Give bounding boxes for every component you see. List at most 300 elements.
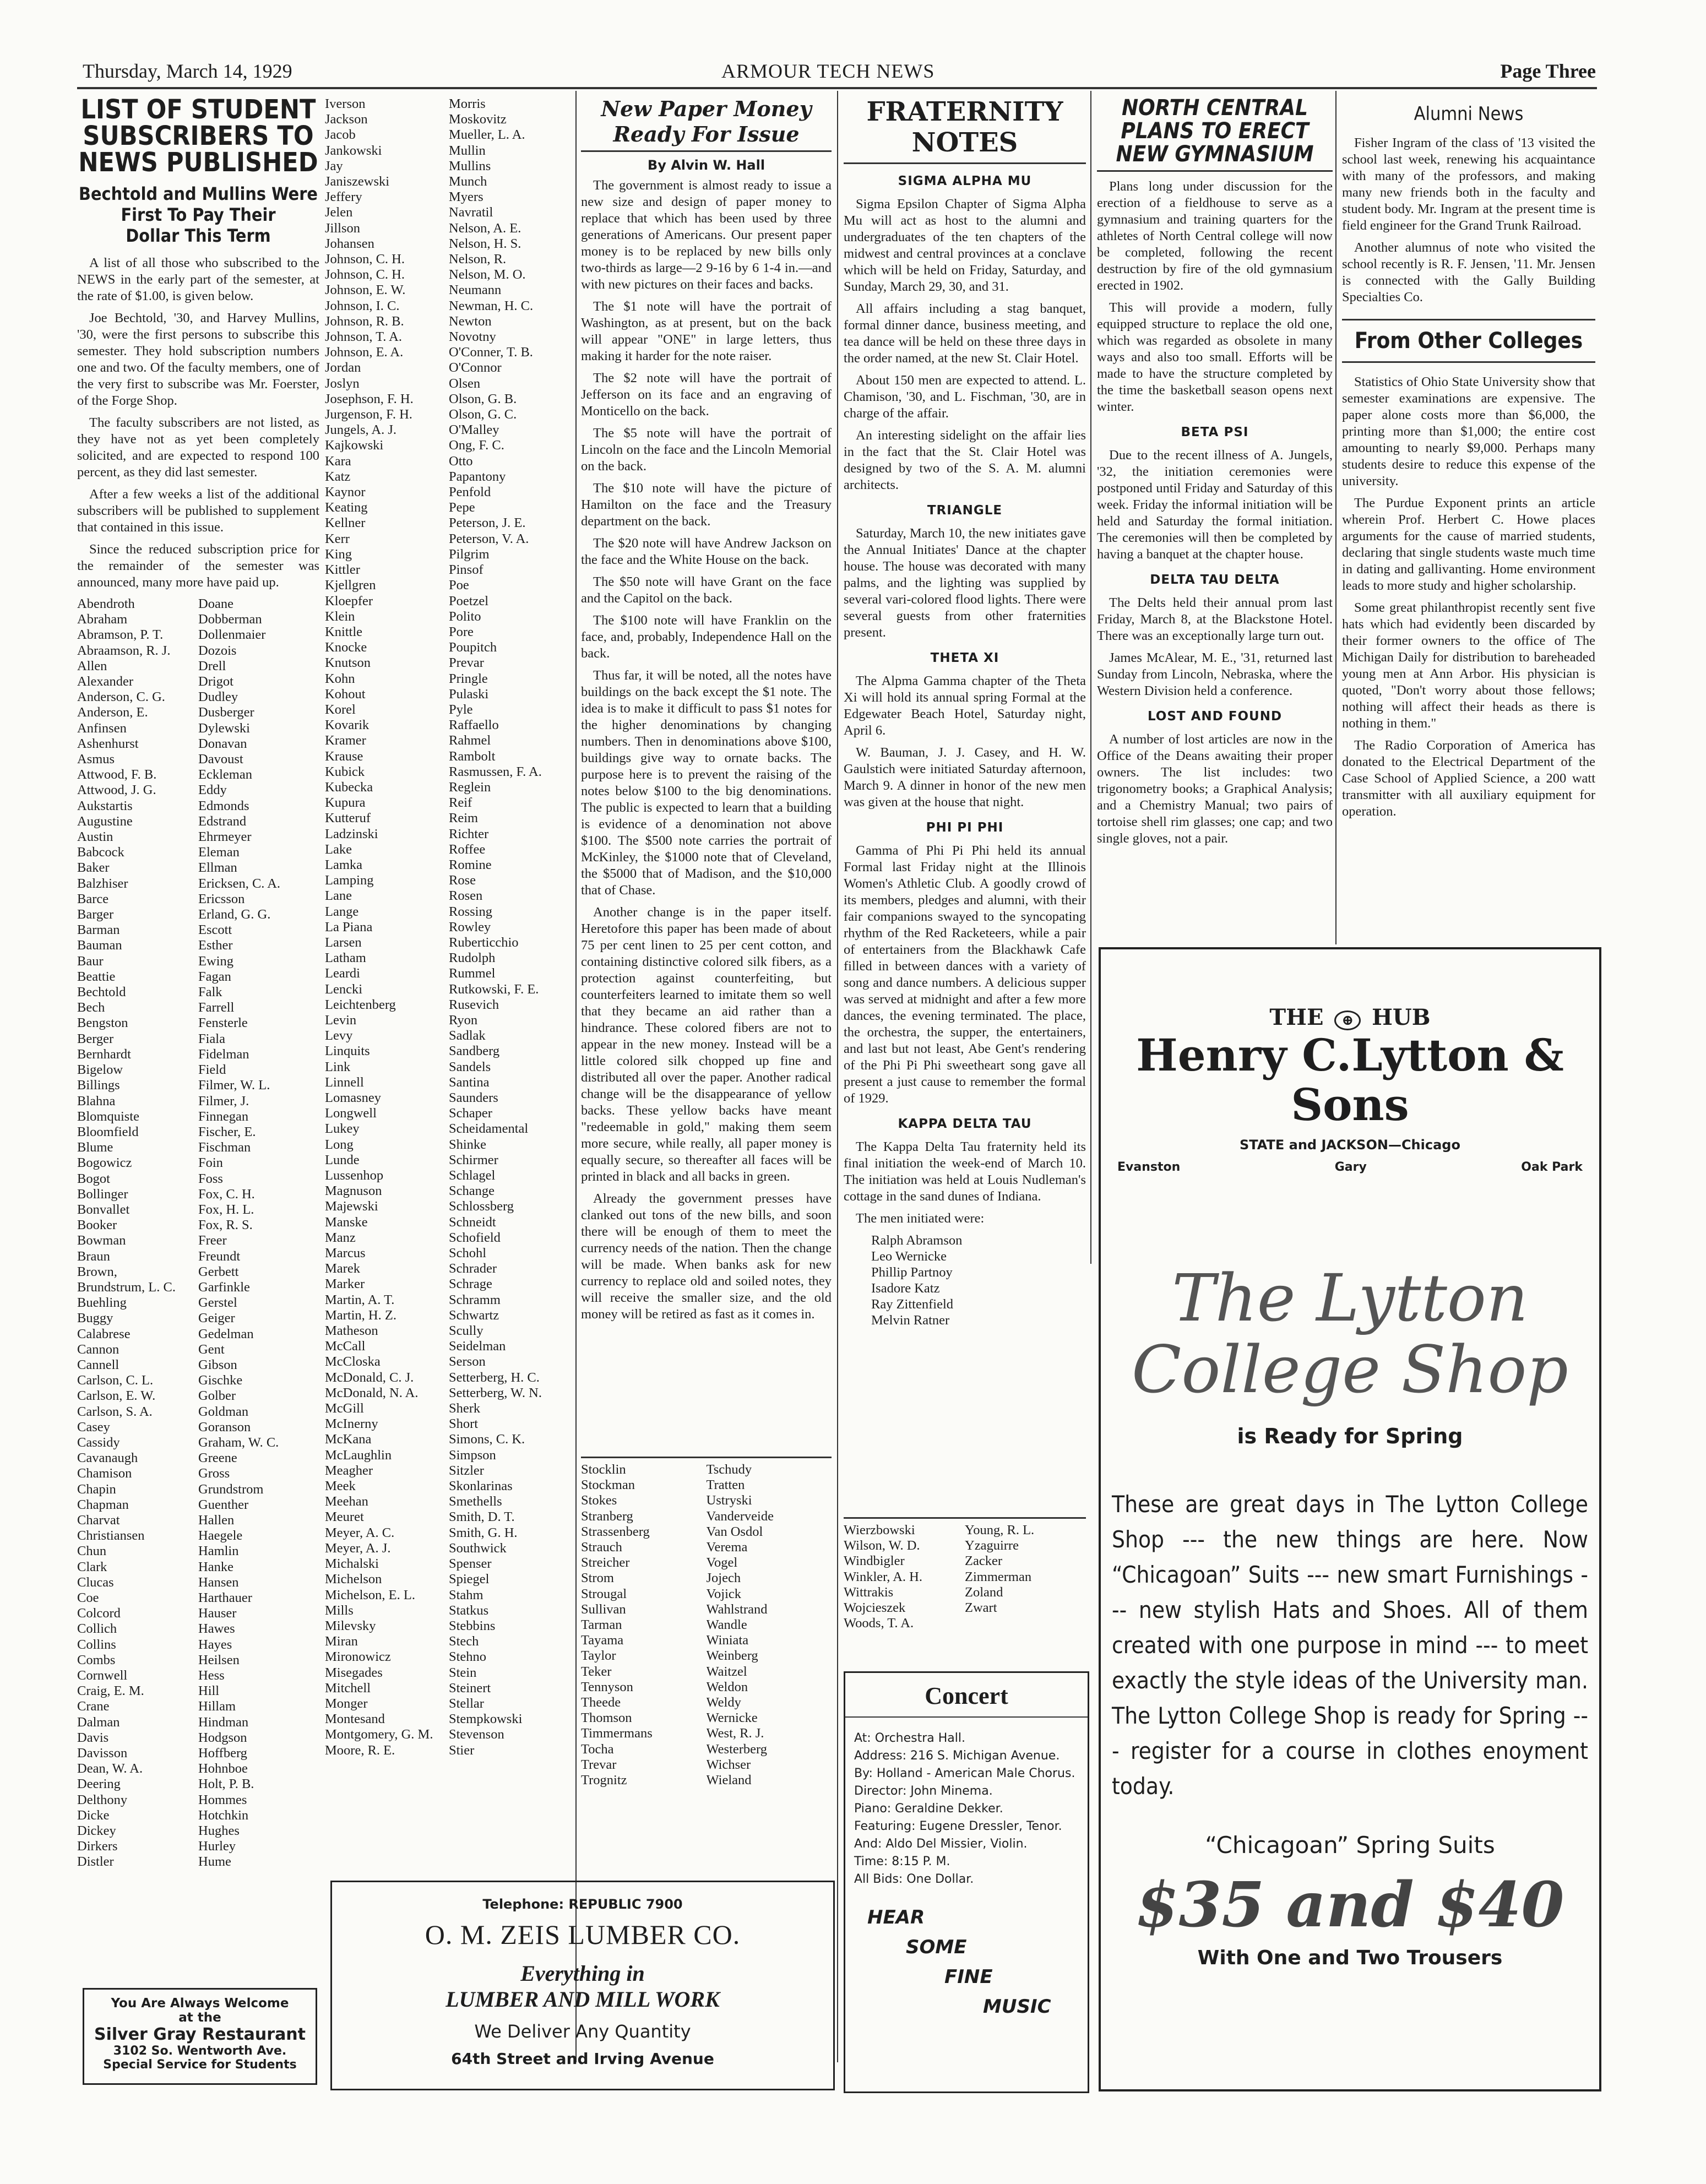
subscriber-name: Poupitch bbox=[449, 640, 497, 655]
subscriber-name: Cannell bbox=[77, 1357, 119, 1372]
subscriber-name: Simpson bbox=[449, 1447, 496, 1463]
frat-section-phipiphi: PHI PI PHI Gamma of Phi Pi Phi held its annual Formal last Friday night at the Illinois Women's Athletic Club. A goodly crowd of its members, pledges and alumni, with their fair companions swayed to the syncopating rhythm of the Red Racketeers, while a pair of entertainers from the Blackhawk Cafe filled in between dances with a variety of song and dance numbers. A delicious supper was served at midnight and after a few more dances, the evening terminated. The place, the orchestra, the supper, the entertainers, and last but not least, Abe Gent's rendering of the Phi Pi Phi sweetheart song gave all present a just cause to remember the formal of 1929. bbox=[844, 821, 1086, 1106]
subscriber-name: Kellner bbox=[325, 515, 366, 531]
subscriber-name: Dalman bbox=[77, 1714, 120, 1730]
subscriber-name: O'Conner, T. B. bbox=[449, 345, 533, 360]
subscriber-name: Geiger bbox=[198, 1311, 235, 1326]
lytton-name: Henry C.Lytton & Sons bbox=[1136, 1029, 1564, 1131]
subscriber-name: Manz bbox=[325, 1230, 356, 1245]
subscriber-name: Hallen bbox=[198, 1512, 235, 1528]
silver-gray-ad: You Are Always Welcome at the Silver Gray Restaurant 3102 So. Wentworth Ave. Special Service for Students bbox=[83, 1988, 317, 2085]
subscriber-name: Morris bbox=[449, 96, 486, 111]
subscriber-name: Hurley bbox=[198, 1839, 236, 1854]
subscriber-name: Serson bbox=[449, 1354, 486, 1370]
subscriber-name: Stokes bbox=[581, 1493, 617, 1508]
subscriber-name: Simons, C. K. bbox=[449, 1432, 525, 1447]
subscriber-name: Mironowicz bbox=[325, 1649, 391, 1665]
subscriber-name: Babcock bbox=[77, 845, 124, 860]
subscriber-name: McGill bbox=[325, 1401, 364, 1416]
subscriber-name: Thomson bbox=[581, 1710, 632, 1726]
subscriber-name: Stahm bbox=[449, 1587, 483, 1602]
subscriber-name: Kara bbox=[325, 453, 351, 469]
subscriber-name: Baur bbox=[77, 953, 104, 969]
subscriber-name: Fidelman bbox=[198, 1046, 249, 1062]
subscriber-name: Kerr bbox=[325, 531, 350, 546]
subscriber-name: Charvat bbox=[77, 1512, 120, 1528]
subscriber-name: Dollenmaier bbox=[198, 627, 266, 643]
subscriber-name: Hughes bbox=[198, 1823, 240, 1839]
subscriber-name: Rusevich bbox=[449, 997, 499, 1012]
subscriber-name: Lane bbox=[325, 888, 352, 904]
subscriber-name: Freundt bbox=[198, 1248, 241, 1264]
column-rule bbox=[1090, 91, 1091, 1264]
subscriber-name: Meek bbox=[325, 1479, 356, 1494]
subscriber-name: Jillson bbox=[325, 220, 360, 236]
subscriber-name: Theede bbox=[581, 1695, 621, 1710]
subscribers-headline: LIST OF STUDENT SUBSCRIBERS TO NEWS PUBLISHED bbox=[78, 96, 318, 178]
subscriber-name: Allen bbox=[77, 658, 107, 673]
subscriber-name: Poetzel bbox=[449, 593, 489, 609]
subscriber-name: Davisson bbox=[77, 1746, 128, 1761]
subscriber-name: Jackson bbox=[325, 112, 368, 127]
subscriber-name: Kohout bbox=[325, 686, 366, 702]
subscriber-name: Mitchell bbox=[325, 1680, 371, 1696]
subscriber-name: Trevar bbox=[581, 1757, 617, 1772]
subscriber-name: Schohl bbox=[449, 1246, 487, 1261]
subscriber-name: Meuret bbox=[325, 1509, 364, 1525]
subscriber-name: Drell bbox=[198, 658, 226, 673]
subscriber-name: Tarman bbox=[581, 1617, 622, 1633]
subscriber-name: McDonald, C. J. bbox=[325, 1370, 414, 1385]
subscriber-name: Gischke bbox=[198, 1373, 243, 1388]
subscriber-name: Falk bbox=[198, 985, 222, 1000]
subscriber-name: Barce bbox=[77, 891, 109, 906]
subscriber-name: Keating bbox=[325, 500, 368, 515]
subscriber-name: Aukstartis bbox=[77, 798, 133, 813]
subscriber-name: Strom bbox=[581, 1571, 614, 1586]
subscriber-name: Misegades bbox=[325, 1665, 383, 1680]
subscriber-names-continued bbox=[581, 1462, 832, 1848]
lytton-hub-line: THE ⊕ HUB bbox=[1269, 1004, 1431, 1030]
subscriber-name: Anfinsen bbox=[77, 720, 127, 736]
subscriber-name: Baker bbox=[77, 860, 110, 876]
subscriber-name: Jungels, A. J. bbox=[325, 422, 397, 438]
subscriber-name: Lomasney bbox=[325, 1090, 382, 1105]
frat-section-theta: THETA XI The Alpma Gamma chapter of the Theta Xi will hold its annual spring Formal at the Edgewater Beach Hotel, Saturday night, April 6. W. Bauman, J. J. Casey, and H. W. Gaulstich were initiated Saturday afternoon, March 9. A dinner in honor of the new men was given at the house that night. bbox=[844, 651, 1086, 810]
subscriber-name: Schange bbox=[449, 1183, 495, 1199]
subscriber-name bbox=[965, 1616, 1086, 1631]
subscriber-name: Wandle bbox=[706, 1617, 747, 1633]
subscriber-name: Josephson, F. H. bbox=[325, 391, 414, 406]
subscriber-name: Stier bbox=[449, 1742, 475, 1758]
subscriber-name: Zimmerman bbox=[965, 1569, 1032, 1584]
masthead-rule bbox=[77, 87, 1597, 89]
subscriber-name: Jojech bbox=[706, 1571, 741, 1586]
subscriber-name: Haegele bbox=[198, 1528, 243, 1544]
subscriber-name: O'Connor bbox=[449, 360, 502, 376]
subscriber-name: Marcus bbox=[325, 1246, 366, 1261]
subscriber-name: Lange bbox=[325, 904, 359, 919]
subscriber-name: Smith, G. H. bbox=[449, 1525, 518, 1540]
subscriber-name: Scheidamental bbox=[449, 1121, 529, 1137]
subscriber-name: Moskovitz bbox=[449, 112, 507, 127]
subscriber-name: Hess bbox=[198, 1668, 225, 1683]
subscriber-name: Marek bbox=[325, 1261, 360, 1276]
subscriber-name: Dicke bbox=[77, 1807, 110, 1823]
subscriber-name-list bbox=[77, 596, 319, 1870]
subscriber-name: Mueller, L. A. bbox=[449, 127, 525, 143]
subscriber-name: Joslyn bbox=[325, 376, 360, 391]
subscriber-name: Magnuson bbox=[325, 1183, 382, 1199]
subscriber-name: Tocha bbox=[581, 1741, 614, 1757]
subscriber-name: Stockman bbox=[581, 1477, 635, 1493]
subscriber-name: Vanderveide bbox=[706, 1508, 774, 1524]
subscriber-name: Abraham bbox=[77, 612, 128, 627]
subscriber-name: Matheson bbox=[325, 1323, 378, 1339]
subscriber-name: Blomquiste bbox=[77, 1109, 139, 1124]
subscriber-name: Weldy bbox=[706, 1695, 741, 1710]
subscriber-name: Donavan bbox=[198, 736, 247, 751]
frat-section-sigma: SIGMA ALPHA MU Sigma Epsilon Chapter of Sigma Alpha Mu will act as host to the alumni and undergraduates of the ten chapters of the midwest and central provinces at a conclave which will be held on Friday, Saturday, and Sunday, March 29, 30, and 31. All affairs including a stag banquet, formal dinner dance, business meeting, and tea dance will be held on these three days in the order named, at the new St. Clair Hotel. About 150 men are expected to attend. L. Chamison, '30, and L. Fischman, '30, are in charge of the affair. An interesting sidelight on the affair lies in the fact that the St. Clair Hotel was designed by two of the S. A. M. alumni architects. bbox=[844, 174, 1086, 492]
subscriber-name: Dudley bbox=[198, 689, 238, 705]
frat-section-triangle: TRIANGLE Saturday, March 10, the new initiates gave the Annual Initiates' Dance at the chapter house. The house was decorated with many palms, and the lighting was supplied by several vari-colored flood lights. There were several guests from other fraternities present. bbox=[844, 503, 1086, 640]
subscriber-name: Foin bbox=[198, 1155, 223, 1171]
subscriber-name: Short bbox=[449, 1416, 479, 1432]
subscriber-name: Wojcieszek bbox=[844, 1600, 906, 1616]
subscriber-name: Erland, G. G. bbox=[198, 907, 271, 922]
subscriber-name: Freer bbox=[198, 1233, 227, 1248]
subscriber-name: Schlagel bbox=[449, 1168, 496, 1183]
subscriber-name: Tschudy bbox=[706, 1462, 752, 1477]
subscriber-name: Novotny bbox=[449, 329, 496, 345]
subscriber-name: Smith, D. T. bbox=[449, 1509, 515, 1525]
subscriber-name: Hill bbox=[198, 1683, 220, 1699]
subscriber-name: Clark bbox=[77, 1559, 107, 1574]
subscriber-name: Gerstel bbox=[198, 1295, 237, 1311]
subscriber-name: Taylor bbox=[581, 1648, 616, 1664]
subscriber-name: Abendroth bbox=[77, 596, 135, 611]
subscriber-name: Dickey bbox=[77, 1823, 116, 1839]
subscriber-name: Hayes bbox=[198, 1637, 232, 1652]
subscriber-name: Raffaello bbox=[449, 718, 499, 733]
subscriber-name: Ewing bbox=[198, 953, 233, 969]
column-rule bbox=[837, 91, 838, 2062]
subscriber-name: Moore, R. E. bbox=[325, 1742, 395, 1758]
subscriber-name: Knittle bbox=[325, 624, 363, 639]
money-headline: New Paper Money Ready For Issue bbox=[581, 96, 832, 152]
subscriber-name: Delthony bbox=[77, 1792, 128, 1807]
subscriber-name: Sandberg bbox=[449, 1044, 500, 1059]
subscriber-name: Stehno bbox=[449, 1649, 487, 1665]
subscriber-name: Hindman bbox=[198, 1714, 249, 1730]
initiates-list: Ralph Abramson Leo Wernicke Phillip Partnoy Isadore Katz Ray Zittenfield Melvin Ratner bbox=[871, 1233, 963, 1328]
subscriber-name: Calabrese bbox=[77, 1326, 131, 1341]
subscriber-name: Stocklin bbox=[581, 1462, 626, 1477]
subscriber-name: Tayama bbox=[581, 1633, 624, 1648]
subscriber-name: Pilgrim bbox=[449, 546, 490, 562]
subscriber-name: Myers bbox=[449, 189, 483, 205]
subscriber-name: Sullivan bbox=[581, 1601, 626, 1617]
subscriber-name: Stein bbox=[449, 1665, 477, 1680]
subscriber-name: Goranson bbox=[198, 1419, 251, 1435]
subscriber-name: Wahlstrand bbox=[706, 1601, 768, 1617]
subscriber-name: Janiszewski bbox=[325, 174, 390, 189]
subscriber-name: Monger bbox=[325, 1696, 368, 1711]
subscriber-name: Peterson, J. E. bbox=[449, 515, 526, 531]
divider bbox=[844, 1517, 1086, 1519]
divider bbox=[581, 1457, 832, 1458]
subscriber-name: Lussenhop bbox=[325, 1168, 384, 1183]
subscriber-name: Beattie bbox=[77, 969, 116, 984]
subscriber-name: Austin bbox=[77, 829, 113, 845]
subscriber-name: Vogel bbox=[706, 1555, 738, 1571]
subscriber-name-list bbox=[844, 1523, 1086, 1631]
gymnasium-article: NORTH CENTRAL PLANS TO ERECT NEW GYMNASIUM Plans long under discussion for the erection of a fieldhouse to serve as a gymnasium and training quarters for the athletes of North Central college will now be completed, following the recent destruction by fire of the old gymnasium erected in 1902. This will provide a modern, fully equipped structure to replace the old one, which was regarded as obsolete in many ways and also too small. Efforts will be made to have the structure completed by the time the basketball season opens next winter. BETA PSI Due to the recent illness of A. Jungels, '32, the initiation ceremonies were postponed until Friday and Saturday of this week. Friday the informal initiation will be held and Saturday the formal initiation. The ceremonies will then be completed by having a banquet at the chapter house. DELTA TAU DELTA The Delts held their annual prom last Friday, March 8, at the Blackstone Hotel. There was an exceptionally large turn out. James McAlear, M. E., '31, returned last Sunday from Lincoln, Nebraska, where the Western Division held a conference. LOST AND FOUND A number of lost articles are now in the Office of the Deans awaiting their proper owners. The list includes: two trigonometry books; a Graphical Analysis; and a Chemistry Manual; two pairs of tortoise shell rim glasses; one cap; and two single gloves, not a pair. bbox=[1097, 96, 1333, 846]
subscriber-name: Smethells bbox=[449, 1494, 502, 1509]
subscriber-name: Balzhiser bbox=[77, 876, 128, 891]
subscriber-name: Hauser bbox=[198, 1606, 237, 1621]
subscriber-name: Schrage bbox=[449, 1276, 492, 1292]
concert-slogan: HEAR SOME FINE MUSIC bbox=[867, 1906, 1051, 2018]
subscriber-name: Craig, E. M. bbox=[77, 1683, 144, 1699]
subscriber-name: Leardi bbox=[325, 966, 360, 981]
subscriber-names-end bbox=[844, 1523, 1086, 1649]
subscriber-name: Romine bbox=[449, 857, 492, 872]
subscriber-name: Heilsen bbox=[198, 1652, 240, 1667]
subscriber-name: Goldman bbox=[198, 1404, 249, 1419]
lytton-branches: Evanston Gary Oak Park bbox=[1117, 1160, 1583, 1174]
subscriber-name: Fox, H. L. bbox=[198, 1202, 254, 1217]
subscriber-name: Pinsof bbox=[449, 562, 483, 578]
subscriber-name: Barger bbox=[77, 907, 114, 922]
subscriber-name: Wittrakis bbox=[844, 1584, 894, 1600]
subscriber-name: Gross bbox=[198, 1466, 230, 1481]
subscriber-name: Krause bbox=[325, 748, 363, 764]
subscriber-name: Eckleman bbox=[198, 767, 252, 783]
subscriber-name: Hanke bbox=[198, 1559, 233, 1574]
subscriber-name: Strassenberg bbox=[581, 1524, 650, 1539]
paragraph: After a few weeks a list of the additional subscribers will be published to supplement that contained in this issue. bbox=[77, 487, 319, 535]
subscriber-name: Meagher bbox=[325, 1463, 373, 1478]
subscriber-name: Colcord bbox=[77, 1606, 121, 1621]
subscriber-name: Bowman bbox=[77, 1233, 126, 1248]
subscriber-name: Woods, T. A. bbox=[844, 1616, 914, 1631]
subscriber-name: Esther bbox=[198, 938, 233, 953]
subscriber-name: King bbox=[325, 546, 352, 562]
subscriber-name: Carlson, E. W. bbox=[77, 1388, 156, 1404]
subscriber-name: Bernhardt bbox=[77, 1046, 131, 1062]
subscriber-name: Davis bbox=[77, 1730, 109, 1745]
subscriber-name: Chun bbox=[77, 1544, 107, 1559]
subscriber-name: Jay bbox=[325, 158, 343, 173]
subscriber-name: Young, R. L. bbox=[965, 1523, 1035, 1538]
subscriber-name: Schofield bbox=[449, 1230, 501, 1245]
subscriber-name: Ong, F. C. bbox=[449, 438, 504, 453]
subscriber-name: Wilson, W. D. bbox=[844, 1538, 920, 1553]
subscriber-name: Doane bbox=[198, 596, 233, 611]
subscriber-name: Nelson, H. S. bbox=[449, 236, 521, 251]
subscriber-name: Navratil bbox=[449, 205, 493, 220]
subscriber-name: Hohnboe bbox=[198, 1761, 248, 1776]
subscriber-name: Papantony bbox=[449, 469, 506, 484]
subscriber-name: Harthauer bbox=[198, 1590, 252, 1605]
subscriber-name: Michelson bbox=[325, 1572, 382, 1587]
subscriber-name: Clucas bbox=[77, 1574, 114, 1590]
subscriber-name-list bbox=[581, 1462, 832, 1788]
subscriber-name: McLaughlin bbox=[325, 1447, 392, 1463]
subscriber-name: Stebbins bbox=[449, 1618, 496, 1633]
subscriber-name: Knutson bbox=[325, 655, 371, 671]
subscriber-name: McCloska bbox=[325, 1354, 381, 1370]
subscriber-name: Hoffberg bbox=[198, 1746, 247, 1761]
subscriber-name: Wichser bbox=[706, 1757, 751, 1772]
subscriber-name: Blahna bbox=[77, 1093, 116, 1109]
subscriber-name: Michelson, E. L. bbox=[325, 1587, 415, 1602]
subscriber-name: Dozois bbox=[198, 643, 237, 658]
subscriber-name: Combs bbox=[77, 1652, 116, 1667]
subscriber-name: Escott bbox=[198, 922, 232, 938]
subscriber-name: Hodgson bbox=[198, 1730, 247, 1745]
subscriber-name: Zoland bbox=[965, 1584, 1003, 1600]
subscriber-name: Attwood, F. B. bbox=[77, 767, 157, 783]
subscriber-name: Pulaski bbox=[449, 686, 489, 702]
subscriber-name: Yzaguirre bbox=[965, 1538, 1019, 1553]
subscriber-name: Chapin bbox=[77, 1481, 116, 1497]
subscriber-name: Weldon bbox=[706, 1679, 748, 1694]
subscriber-name: Hillam bbox=[198, 1699, 236, 1714]
subscriber-name: Bigelow bbox=[77, 1062, 123, 1078]
subscriber-name: Berger bbox=[77, 1031, 114, 1046]
subscriber-name: Lunde bbox=[325, 1152, 360, 1167]
subscriber-name: Abramson, P. T. bbox=[77, 627, 164, 643]
subscriber-name: Stempkowski bbox=[449, 1712, 523, 1727]
subscriber-name: West, R. J. bbox=[706, 1726, 764, 1741]
subscriber-name: Longwell bbox=[325, 1106, 377, 1121]
subscriber-name: Christiansen bbox=[77, 1528, 145, 1544]
subscriber-name: Carlson, S. A. bbox=[77, 1404, 153, 1419]
subscriber-name: Johnson, R. B. bbox=[325, 313, 404, 329]
subscriber-name: Bech bbox=[77, 1000, 105, 1015]
alumni-news: Alumni News Fisher Ingram of the class of '13 visited the school last week, renewing his acquaintance with many of the professors, and making many new friends both in the faculty and student body. Mr. Ingram at the present time is field engineer for the Grand Trunk Railroad. Another alumnus of note who visited the school recently is R. F. Jensen, '11. Mr. Jensen is connected with the Gally Building Specialties Co. From Other Colleges Statistics of Ohio State University show that semester examinations are expensive. The paper alone costs more than $6,000, the printing more than $1,000; the entire cost amounting to nearly $9,000. Perhaps many students desire to reduce this expense of the university. The Purdue Exponent prints an article wherein Prof. Herbert C. Howe places arguments for the cause of married students, declaring that single students waste much time in dating and gallivanting. Home environment leads to more study and higher scholarship. Some great philanthropist recently sent five hats which had evidently been discarded by their former owners to the office of The Michigan Daily for distribution to bareheaded young men at Ann Arbor. His physician is quoted, "Don't worry about those fellows; nothing will affect their heads as there is nothing in them." The Radio Corporation of America has donated to the Electrical Department of the Case School of Applied Science, a 200 watt transmitter with all auxiliary equipment for operation. bbox=[1342, 103, 1595, 819]
subscriber-name: Hamlin bbox=[198, 1544, 239, 1559]
subscriber-name: Bogot bbox=[77, 1171, 110, 1186]
subscriber-name: Link bbox=[325, 1059, 351, 1074]
subscriber-name: O'Malley bbox=[449, 422, 499, 438]
subscriber-name: Sitzler bbox=[449, 1463, 484, 1478]
subscriber-name: Reif bbox=[449, 795, 472, 811]
subscriber-name: Alexander bbox=[77, 674, 134, 689]
subscriber-name: Asmus bbox=[77, 752, 115, 767]
subscriber-name: Korel bbox=[325, 702, 356, 717]
subscriber-name: Klein bbox=[325, 609, 355, 624]
subscriber-name: Montesand bbox=[325, 1712, 385, 1727]
subscriber-name: Reim bbox=[449, 811, 479, 826]
subscriber-name: Munch bbox=[449, 174, 487, 189]
subscriber-name: Filmer, J. bbox=[198, 1093, 249, 1109]
subscriber-name: Fiala bbox=[198, 1031, 225, 1046]
subscriber-name: Kramer bbox=[325, 733, 366, 748]
subscriber-name: Kloepfer bbox=[325, 593, 373, 609]
masthead-title: ARMOUR TECH NEWS bbox=[721, 60, 935, 82]
subscriber-name: Levy bbox=[325, 1028, 353, 1044]
subscriber-name: Distler bbox=[77, 1854, 114, 1870]
subscriber-name: Levin bbox=[325, 1012, 357, 1028]
subscriber-name: Cannon bbox=[77, 1341, 119, 1357]
subscriber-name: Jordan bbox=[325, 360, 361, 376]
subscriber-name: Rasmussen, F. A. bbox=[449, 764, 542, 779]
subscriber-name: Blume bbox=[77, 1140, 113, 1155]
subscriber-name: McCall bbox=[325, 1339, 366, 1354]
subscriber-name: Polito bbox=[449, 609, 481, 624]
subscriber-name: Gent bbox=[198, 1341, 225, 1357]
subscriber-name: Miran bbox=[325, 1634, 358, 1649]
subscriber-name: Fensterle bbox=[198, 1015, 248, 1031]
subscriber-name: Anderson, C. G. bbox=[77, 689, 165, 705]
other-colleges-headline: From Other Colleges bbox=[1342, 319, 1595, 363]
subscriber-name: Stevenson bbox=[449, 1727, 504, 1742]
subscriber-name: Field bbox=[198, 1062, 226, 1078]
subscriber-name: Skonlarinas bbox=[449, 1479, 513, 1494]
subscriber-name: Nelson, R. bbox=[449, 252, 507, 267]
subscriber-name: Zacker bbox=[965, 1553, 1002, 1569]
subscriber-name: Setterberg, W. N. bbox=[449, 1385, 542, 1400]
subscriber-name: Rummel bbox=[449, 966, 496, 981]
subscriber-name: Brundstrum, L. C. bbox=[77, 1279, 176, 1295]
subscriber-name: Johnson, C. H. bbox=[325, 267, 405, 282]
subscriber-name: Bogowicz bbox=[77, 1155, 132, 1171]
subscriber-name: Dirkers bbox=[77, 1839, 118, 1854]
subscriber-name: Poe bbox=[449, 578, 469, 593]
subscriber-name: McDonald, N. A. bbox=[325, 1385, 419, 1400]
subscriber-name: Zwart bbox=[965, 1600, 997, 1616]
subscriber-name: Bollinger bbox=[77, 1186, 128, 1202]
subscriber-name: Wernicke bbox=[706, 1710, 758, 1726]
money-byline: By Alvin W. Hall bbox=[647, 157, 765, 173]
subscriber-name: Eleman bbox=[198, 845, 240, 860]
subscriber-name: Hume bbox=[198, 1854, 231, 1870]
subscriber-name: Ashenhurst bbox=[77, 736, 139, 751]
subscriber-name: Stech bbox=[449, 1634, 479, 1649]
subscriber-name: Hommes bbox=[198, 1792, 247, 1807]
subscriber-name: Chapman bbox=[77, 1497, 129, 1512]
subscriber-name: Golber bbox=[198, 1388, 236, 1404]
subscriber-name: Finnegan bbox=[198, 1109, 249, 1124]
subscriber-name: Rose bbox=[449, 873, 476, 888]
subscriber-name: Meehan bbox=[325, 1494, 368, 1509]
masthead-page: Page Three bbox=[1500, 60, 1596, 82]
subscriber-name: Dusberger bbox=[198, 705, 254, 720]
subscriber-name: Cavanaugh bbox=[77, 1450, 138, 1466]
subscriber-name: Penfold bbox=[449, 485, 491, 500]
subscriber-name: Casey bbox=[77, 1419, 110, 1435]
subscriber-name: Lake bbox=[325, 841, 352, 857]
subscriber-name: Jurgenson, F. H. bbox=[325, 407, 412, 422]
subscriber-name: Pepe bbox=[449, 500, 475, 515]
subscriber-name: Kohn bbox=[325, 671, 355, 686]
subscriber-name: Drigot bbox=[198, 674, 233, 689]
masthead-date: Thursday, March 14, 1929 bbox=[83, 60, 292, 82]
subscriber-name: Kupura bbox=[325, 795, 366, 811]
subscriber-name: Newton bbox=[449, 313, 492, 329]
subscriber-name: Dobberman bbox=[198, 612, 262, 627]
subscriber-name: Kutteruf bbox=[325, 811, 371, 826]
subscriber-name: Hotchkin bbox=[198, 1807, 249, 1823]
subscriber-name: Winiata bbox=[706, 1633, 749, 1648]
subscriber-name: Bengston bbox=[77, 1015, 128, 1031]
subscriber-name: Gerbett bbox=[198, 1264, 239, 1279]
subscriber-name: Fagan bbox=[198, 969, 231, 984]
subscriber-name: Ericsson bbox=[198, 891, 245, 906]
